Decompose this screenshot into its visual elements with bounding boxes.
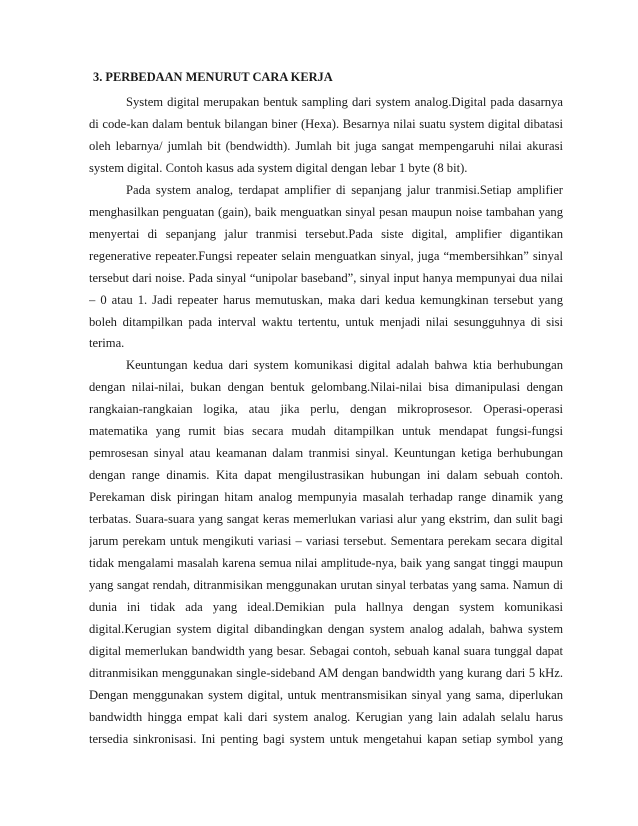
text-line: tidak mengalami masalah karena semua nilai amplitude-nya, baik yang sangat tinggi maupun [89,555,563,570]
text-line: boleh ditampilkan pada interval waktu tertentu, untuk menjadi nilai sesungguhnya di sisi [89,314,563,329]
text-line: terima. [89,336,125,351]
text-line: Dengan menggunakan system digital, untuk mentransmisikan sinyal yang sama, diperlukan [89,687,563,702]
text-line: tersebut dari noise. Pada sinyal “unipolar baseband”, sinyal input hanya mempunyai dua nilai [89,270,563,285]
text-line: oleh lebarnya/ jumlah bit (bendwidth). Jumlah bit juga sangat mempengaruhi nilai akurasi [89,138,563,153]
text-line: digital memerlukan bandwidth yang besar. Sebagai contoh, sebuah kanal suara tunggal dapat [89,643,563,658]
section-heading: 3. PERBEDAAN MENURUT CARA KERJA [93,70,333,84]
text-line: bandwidth hingga empat kali dari system analog. Kerugian yang lain adalah selalu harus [89,709,563,724]
text-line: matematika yang rumit bias secara mudah ditampilkan untuk mendapat fungsi-fungsi [89,424,563,439]
text-line: menghasilkan penguatan (gain), baik menguatkan sinyal pesan maupun noise tambahan yang [89,204,563,219]
text-line: terbatas. Suara-suara yang sangat keras memerlukan variasi alur yang ekstrim, dan sulit bagi [89,512,563,527]
text-line: dengan range dinamis. Kita dapat mengilustrasikan hubungan ini dalam sebuah contoh. [89,468,563,483]
text-line: Keuntungan kedua dari system komunikasi digital adalah bahwa ktia berhubungan [126,358,563,373]
text-line: System digital merupakan bentuk sampling dari system analog.Digital pada dasarnya [126,95,563,109]
text-line: dunia ini tidak ada yang ideal.Demikian pula hallnya dengan system komunikasi [89,599,563,614]
text-line: pemrosesan sinyal atau keamanan dalam tranmisi sinyal. Keuntungan ketiga berhubungan [89,446,563,461]
text-line: jarum perekam untuk mengikuti variasi – variasi tersebut. Sementara perekam secara digital [89,534,563,548]
text-line: yang sangat rendah, ditranmisikan menggunakan urutan sinyal terbatas yang sama. Namun di [89,577,563,592]
text-line: tersedia sinkronisasi. Ini penting bagi system untuk mengetahui kapan setiap symbol yang [89,731,563,746]
text-line: system digital. Contoh kasus ada system digital dengan lebar 1 byte (8 bit). [89,160,468,175]
text-line: dengan nilai-nilai, bukan dengan bentuk gelombang.Nilai-nilai bisa dimanipulasi dengan [89,380,563,395]
text-line: rangkaian-rangkaian logika, atau jika perlu, dengan mikroprosesor. Operasi-operasi [89,402,563,417]
text-line: Pada system analog, terdapat amplifier di sepanjang jalur tranmisi.Setiap amplifier [126,182,563,197]
text-line: di code-kan dalam bentuk bilangan biner (Hexa). Besarnya nilai suatu system digital dibatasi [89,116,563,131]
text-line: ditranmisikan menggunakan single-sideband AM dengan bandwidth yang kurang dari 5 kHz. [89,665,563,680]
text-line: menyertai di sepanjang jalur tranmisi tersebut.Pada siste digital, amplifier digantikan [89,226,563,241]
text-line: digital.Kerugian system digital dibandingkan dengan system analog adalah, bahwa system [89,621,563,636]
text-line: regenerative repeater.Fungsi repeater selain menguatkan sinyal, juga “membersihkan” sinyal [89,248,563,263]
text-line: – 0 atau 1. Jadi repeater harus memutuskan, maka dari kedua kemungkinan tersebut yang [89,292,563,307]
text-line: Perekaman disk piringan hitam analog mempunyia masalah terhadap range dinamik yang [89,490,563,505]
